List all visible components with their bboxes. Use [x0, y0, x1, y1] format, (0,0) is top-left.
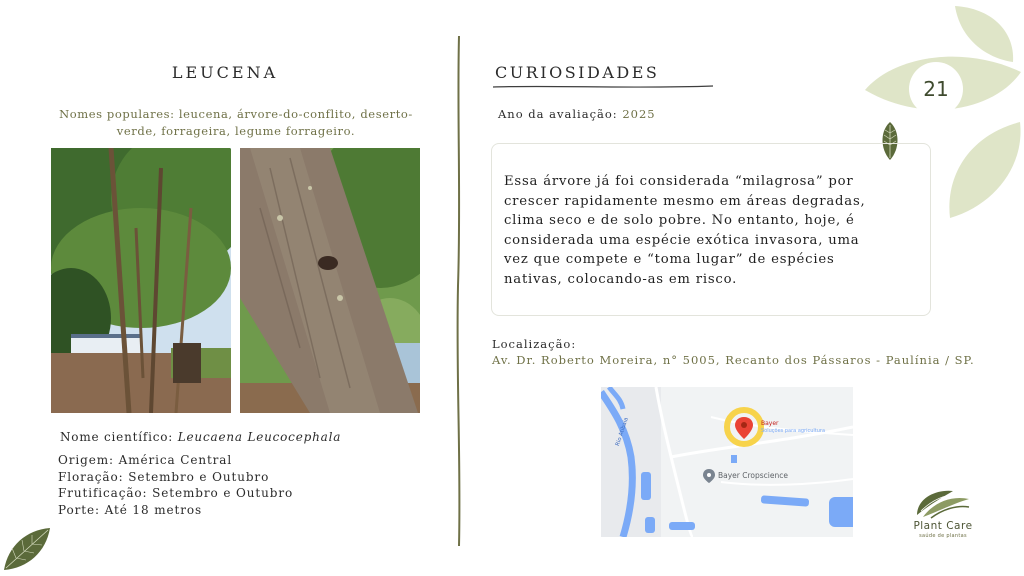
map-place-label: Bayer Cropscience [718, 471, 788, 480]
popular-names [40, 106, 432, 140]
fact-size: Porte: Até 18 metros [58, 502, 203, 517]
curiosity-line: clima seco e de solo pobre. No entanto, hoje, é [504, 213, 855, 229]
curiosity-text [504, 172, 918, 290]
scientific-name [60, 430, 341, 444]
curiosity-line: nativas, colocando-as em risco. [504, 271, 738, 287]
species-title: LEUCENA [171, 63, 279, 82]
tree-photo [51, 148, 231, 413]
year-label: Ano da avaliação: [498, 107, 623, 121]
year-value: 2025 [622, 107, 656, 121]
leaf-icon [2, 526, 52, 572]
location-address: Av. Dr. Roberto Moreira, n° 5005, Recanto dos Pássaros - Paulínia / SP. [492, 353, 975, 367]
map-pin-label: Bayer [761, 420, 779, 427]
popular-names-line: Nomes populares: leucena, árvore-do-conflito, deserto- [59, 107, 413, 121]
map-road-label: Rio Atibaia [615, 416, 630, 447]
location-label: Localização: [492, 337, 577, 351]
fact-fruiting: Frutificação: Setembro e Outubro [58, 486, 294, 501]
fact-flowering: Floração: Setembro e Outubro [58, 469, 270, 484]
scientific-name-label: Nome científico: [60, 430, 178, 444]
evaluation-year [498, 107, 656, 121]
location-map[interactable] [601, 387, 853, 537]
brand-name: Plant Care [913, 520, 973, 532]
scientific-name-value: Leucaena Leucocephala [177, 430, 342, 444]
popular-names-line: verde, forrageira, legume forrageiro. [116, 124, 356, 138]
page-number: 21 [923, 77, 949, 101]
fact-origin: Origem: América Central [58, 453, 233, 467]
section-title: CURIOSIDADES [495, 63, 660, 82]
curiosity-line: Essa árvore já foi considerada “milagrosa” por [504, 174, 854, 189]
species-facts [58, 452, 293, 518]
brand-tagline: saúde de plantas [919, 533, 967, 539]
curiosity-line: crescer rapidamente mesmo em áreas degradas, [504, 193, 866, 209]
map-pin-sublabel: Soluções para agricultura [761, 428, 826, 434]
curiosity-line: vez que compete e “toma lugar” de espécies [504, 252, 835, 268]
curiosity-line: considerada uma espécie exótica invasora, uma [504, 232, 860, 248]
bark-photo [240, 148, 420, 413]
plant-care-logo-mark [913, 487, 971, 519]
title-underline [493, 84, 713, 90]
column-divider [452, 36, 466, 546]
